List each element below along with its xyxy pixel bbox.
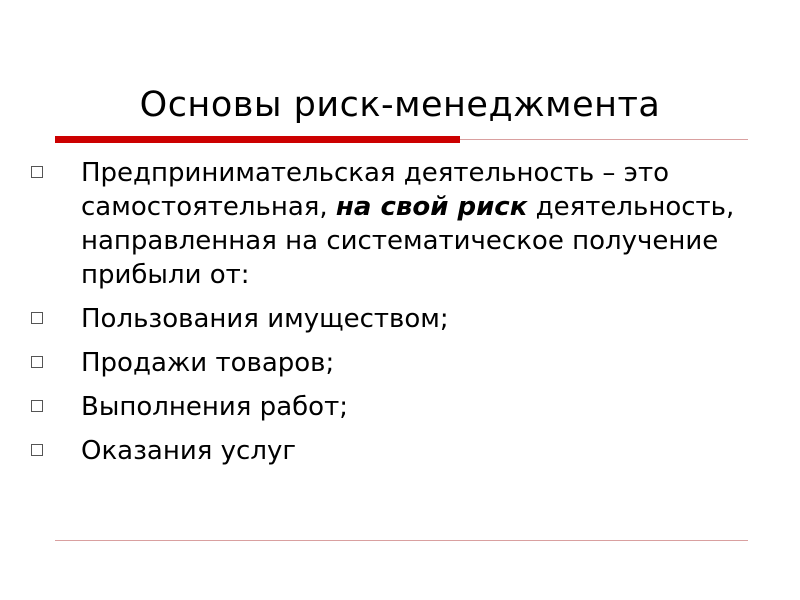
bullet-text-after: деятельность, направленная на систематическое получение прибыли от:	[81, 192, 735, 290]
slide-title: Основы риск-менеджмента	[139, 85, 661, 125]
bullet-text: Выполнения работ;	[81, 392, 348, 422]
bullet-item-definition	[26, 156, 756, 292]
bullet-item-services	[26, 434, 756, 468]
title-underline-accent	[55, 136, 460, 143]
bullet-text: Продажи товаров;	[81, 348, 335, 378]
footer-rule	[55, 540, 748, 541]
bullet-item-works	[26, 390, 756, 424]
hollow-square-icon	[31, 400, 43, 412]
bullet-text: Пользования имуществом;	[81, 304, 449, 334]
bullet-list	[26, 156, 756, 478]
hollow-square-icon	[31, 444, 43, 456]
bullet-emphasis: на свой риск	[335, 192, 528, 222]
title-underline-thin	[460, 139, 748, 140]
bullet-item-goods	[26, 346, 756, 380]
bullet-item-property	[26, 302, 756, 336]
bullet-text-before: Предпринимательская деятельность – это самостоятельная,	[81, 158, 670, 222]
hollow-square-icon	[31, 356, 43, 368]
hollow-square-icon	[31, 312, 43, 324]
bullet-text: Оказания услуг	[81, 436, 297, 466]
hollow-square-icon	[31, 166, 43, 178]
